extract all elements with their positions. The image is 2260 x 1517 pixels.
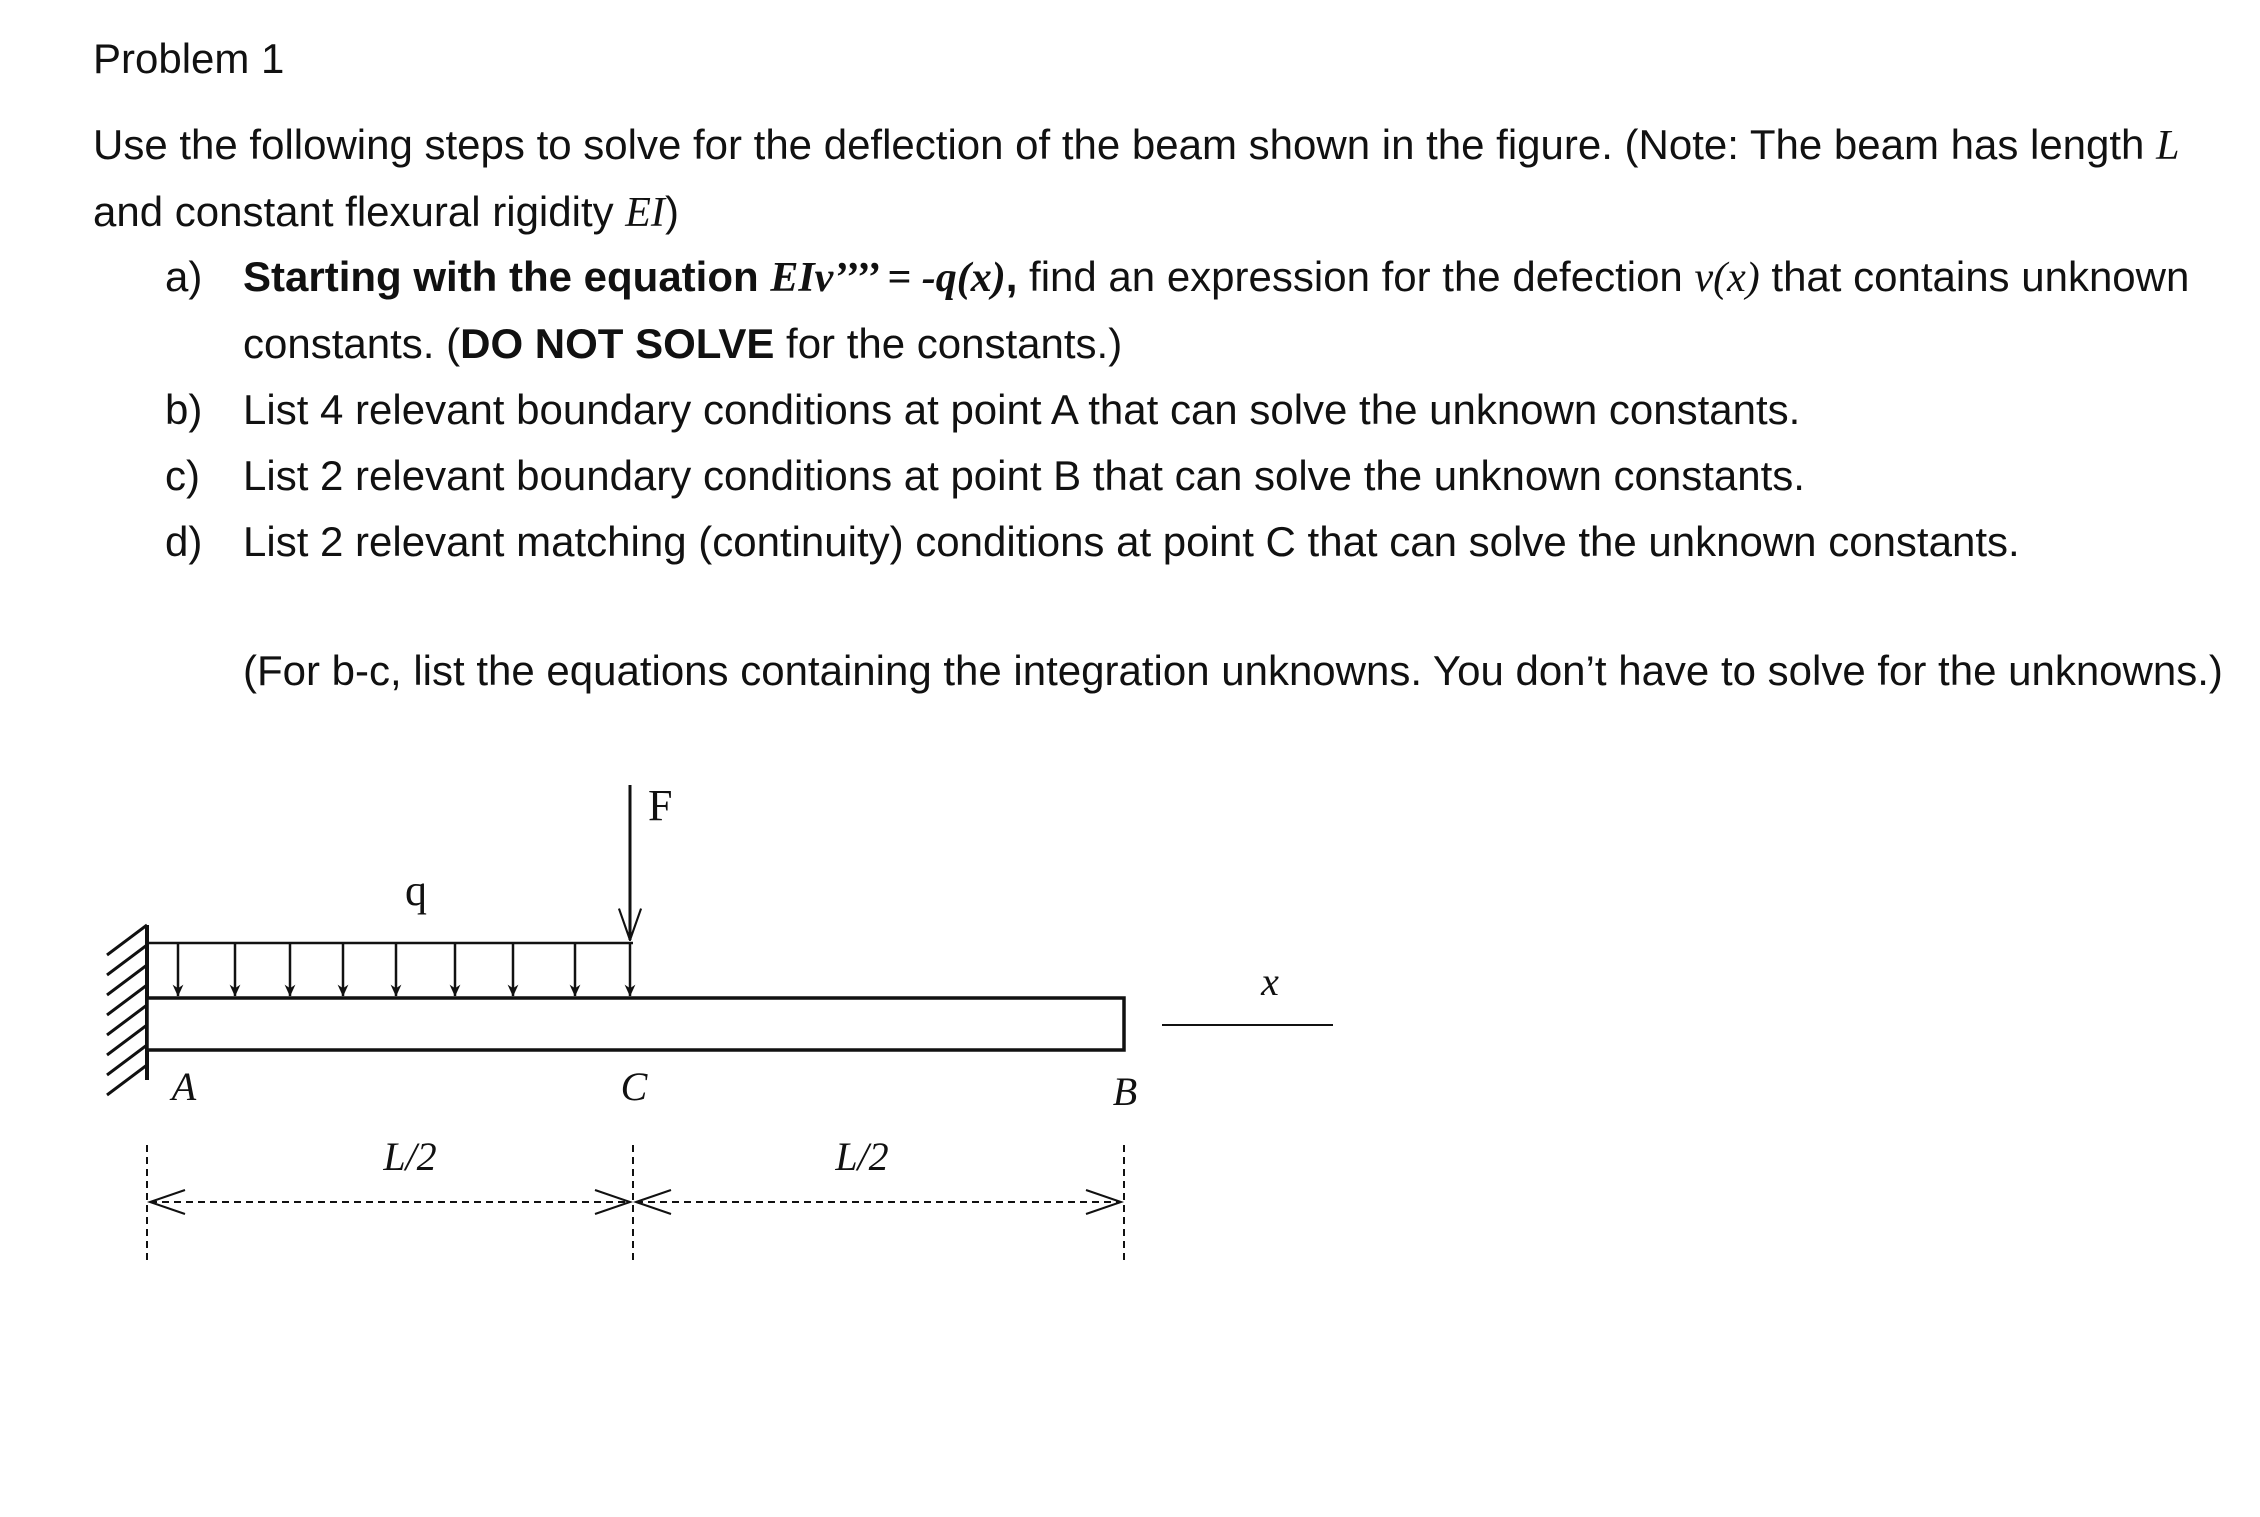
step-d bbox=[93, 509, 2213, 575]
point-c-label: C bbox=[620, 1064, 648, 1109]
step-b bbox=[93, 377, 2213, 443]
step-d-marker: d) bbox=[165, 518, 203, 565]
intro-text-1: Use the following steps to solve for the deflection of the beam shown in the figure. (Note: The beam has length bbox=[93, 121, 2157, 168]
axis-label: x bbox=[1261, 959, 1279, 1004]
problem-title: Problem 1 bbox=[93, 35, 285, 82]
step-list bbox=[93, 244, 2213, 575]
intro-length-symbol: L bbox=[2156, 123, 2180, 169]
step-a-marker: a) bbox=[165, 253, 203, 300]
problem-intro bbox=[93, 112, 2213, 246]
step-a-equation: EIv’’’’ = -q(x) bbox=[770, 255, 1006, 301]
step-c-marker: c) bbox=[165, 452, 200, 499]
instruction-note: (For b-c, list the equations containing the integration unknowns. You don’t have to solve for the unknowns.) bbox=[243, 647, 2223, 694]
intro-text-3: ) bbox=[664, 188, 679, 235]
step-a-text-2: that contains unknown constants. ( bbox=[243, 253, 2190, 367]
beam-diagram bbox=[0, 760, 1400, 1280]
step-a-bold-warning: DO NOT SOLVE bbox=[460, 320, 775, 367]
dimension-left-label: L/2 bbox=[383, 1134, 437, 1179]
step-a-deflection-symbol: v(x) bbox=[1694, 255, 1760, 301]
intro-text-2: and constant flexural rigidity bbox=[93, 188, 626, 235]
dimension-lines bbox=[147, 1145, 1124, 1265]
step-a-text-3: for the constants.) bbox=[774, 320, 1123, 367]
step-b-text: List 4 relevant boundary conditions at point A that can solve the unknown constants. bbox=[243, 386, 1801, 433]
step-a-bold-comma: , bbox=[1005, 253, 1018, 300]
step-a-bold-lead: Starting with the equation bbox=[243, 253, 771, 300]
fixed-support bbox=[107, 925, 147, 1095]
dimension-right-label: L/2 bbox=[835, 1134, 889, 1179]
step-d-text: List 2 relevant matching (continuity) conditions at point C that can solve the unknown constants. bbox=[243, 518, 2020, 565]
force-label: F bbox=[648, 781, 673, 830]
beam bbox=[147, 998, 1124, 1050]
step-b-marker: b) bbox=[165, 386, 203, 433]
step-c bbox=[93, 443, 2213, 509]
step-c-text: List 2 relevant boundary conditions at point B that can solve the unknown constants. bbox=[243, 452, 1805, 499]
step-a-text-1: find an expression for the defection bbox=[1017, 253, 1695, 300]
load-label: q bbox=[405, 866, 427, 915]
intro-rigidity-symbol: EI bbox=[625, 190, 665, 236]
step-a bbox=[93, 244, 2213, 377]
point-b-label: B bbox=[1112, 1069, 1138, 1114]
distributed-load bbox=[147, 943, 633, 996]
point-a-label: A bbox=[171, 1064, 197, 1109]
